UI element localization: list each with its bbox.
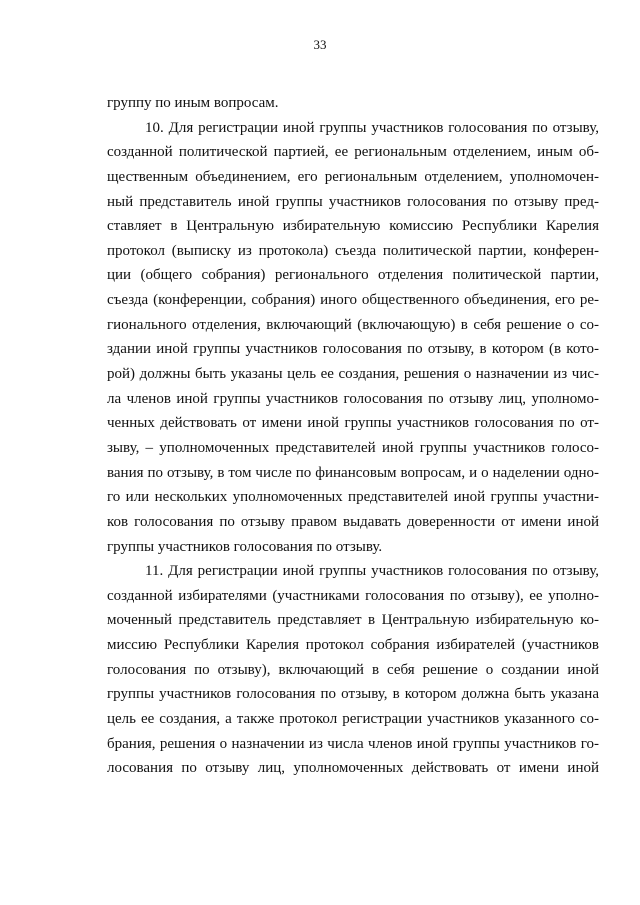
text-line: ченных действовать от имени иной группы участников голосования по от- <box>107 415 599 432</box>
text-line: ла членов иной группы участников голосования по отзыву лиц, уполномо- <box>107 390 599 407</box>
text-line: вания по отзыву, в том числе по финансовым вопросам, и о наделении одно- <box>107 464 599 481</box>
text-line: ставляет в Центральную избирательную комиссию Республики Карелия <box>107 218 599 235</box>
text-line: гионального отделения, включающий (включающую) в себя решение о со- <box>107 316 599 333</box>
page-number: 33 <box>313 37 327 52</box>
text-line: щественным объединением, его региональным отделением, уполномочен- <box>107 168 599 185</box>
text-line: голосования по отзыву), включающий в себя решение о создании иной <box>107 661 599 678</box>
text-line: цель ее создания, а также протокол регистрации участников указанного со- <box>107 711 599 728</box>
text-line: миссию Республики Карелия протокол собрания избирателей (участников <box>107 637 599 654</box>
text-line: брания, решения о назначении из числа членов иной группы участников го- <box>107 735 599 752</box>
text-line: съезда (конференции, собрания) иного общественного объединения, его ре- <box>107 292 599 309</box>
text-line: зыву, – уполномоченных представителей иной группы участников голосо- <box>107 439 599 456</box>
text-line: ков голосования по отзыву правом выдавать доверенности от имени иной <box>107 513 599 530</box>
text-line: ции (общего собрания) регионального отделения политической партии, <box>107 267 599 284</box>
paragraph-11-first-line: 11. Для регистрации иной группы участников голосования по отзыву, <box>145 563 599 580</box>
text-line: созданной политической партией, ее региональным отделением, иным об- <box>107 144 599 161</box>
text-line: группу по иным вопросам. <box>107 95 279 111</box>
text-line: здании иной группы участников голосования по отзыву, в котором (в кото- <box>107 341 599 358</box>
text-line: лосования по отзыву лиц, уполномоченных действовать от имени иной <box>107 760 599 777</box>
text-line: го или нескольких уполномоченных представителей иной группы участни- <box>107 489 599 506</box>
text-line: моченный представитель представляет в Центральную избирательную ко- <box>107 612 599 629</box>
text-line: рой) должны быть указаны цель ее создания, решения о назначении из чис- <box>107 366 599 383</box>
text-line: группы участников голосования по отзыву, в котором должна быть указана <box>107 686 599 703</box>
text-line: созданной избирателями (участниками голосования по отзыву), ее уполно- <box>107 587 599 604</box>
document-body <box>107 91 599 781</box>
text-line: протокол (выписку из протокола) съезда политической партии, конферен- <box>107 242 599 259</box>
paragraph-10-first-line: 10. Для регистрации иной группы участников голосования по отзыву, <box>145 119 599 136</box>
text-line: ный представитель иной группы участников голосования по отзыву пред- <box>107 193 599 210</box>
text-line: группы участников голосования по отзыву. <box>107 538 383 555</box>
